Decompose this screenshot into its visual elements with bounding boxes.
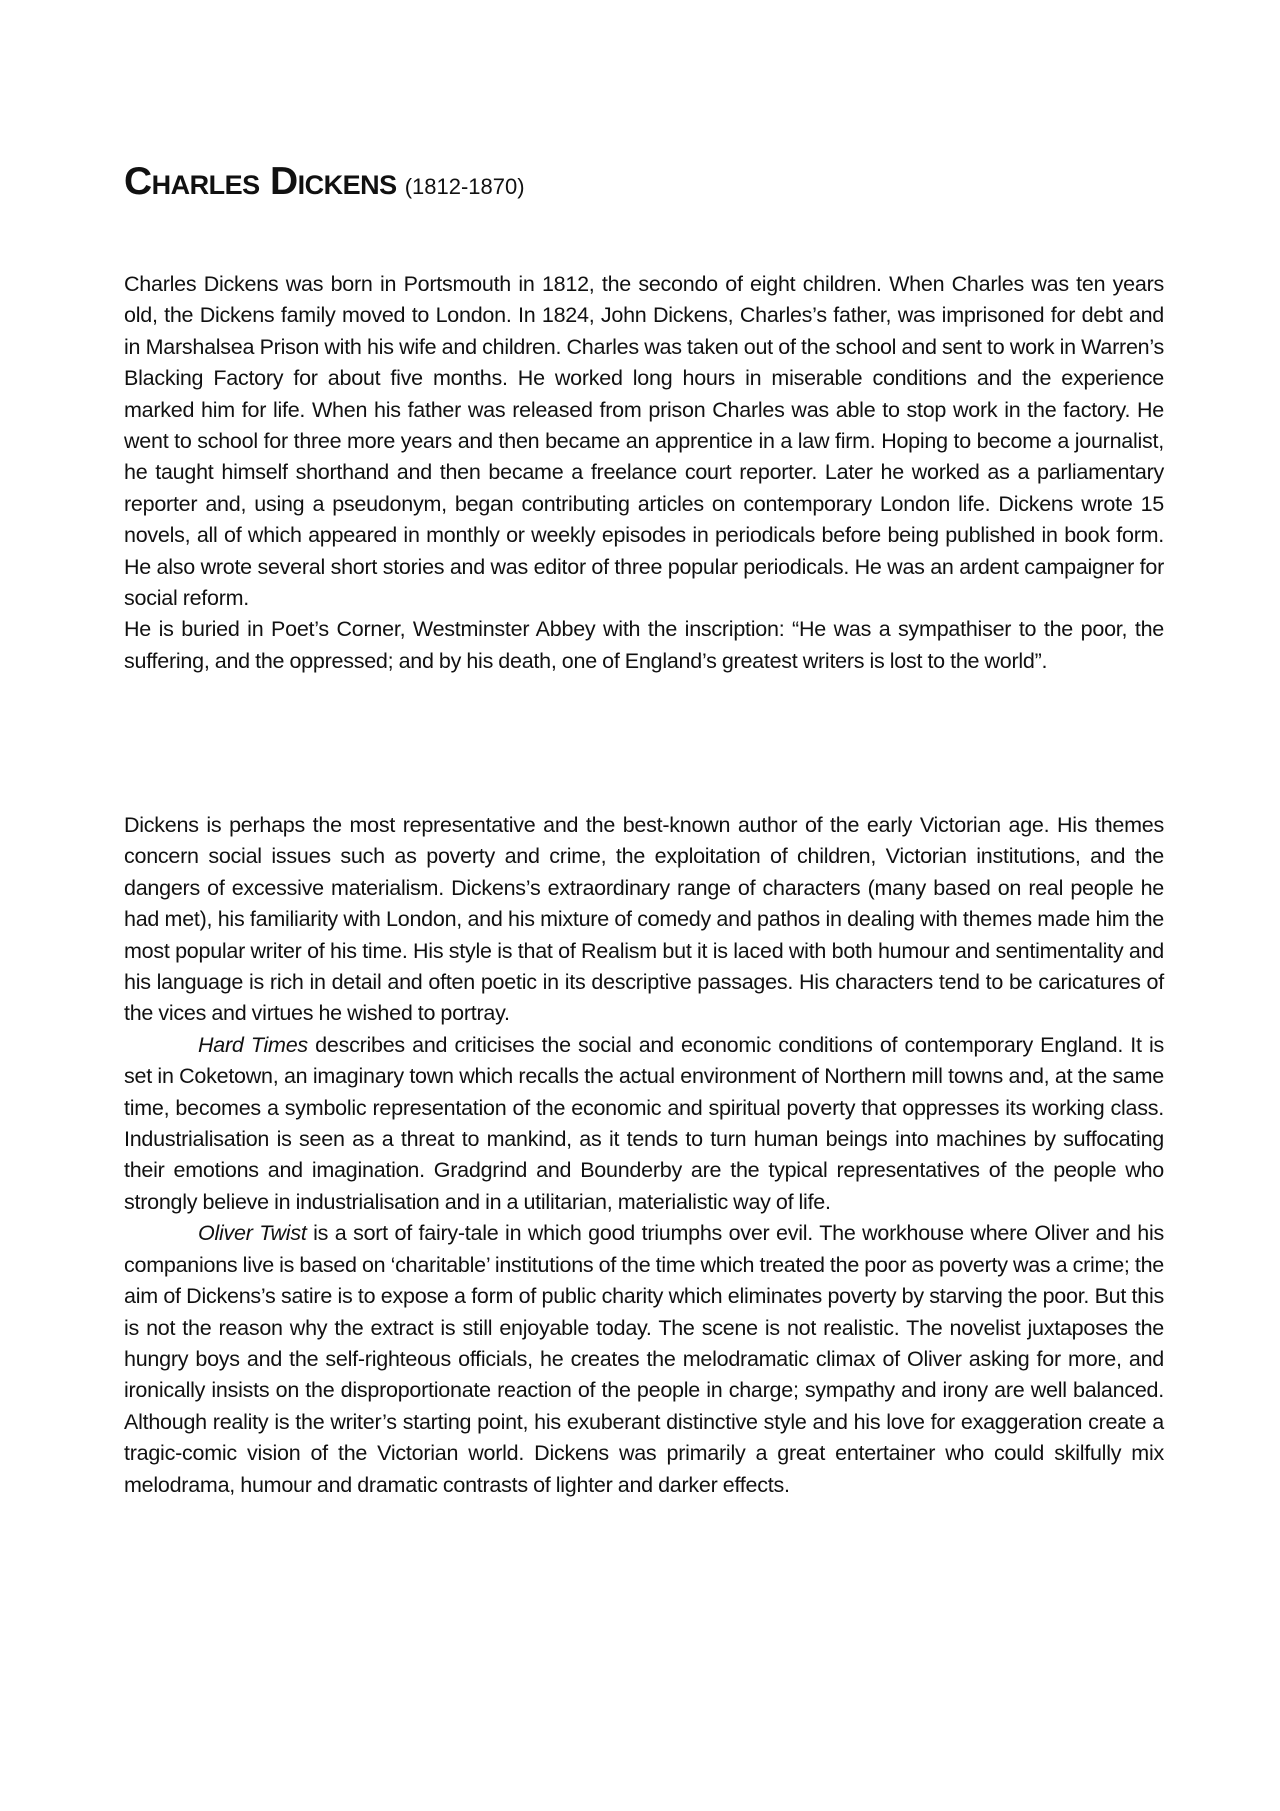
author-dates: (1812-1870) [404, 174, 525, 199]
oliver-twist-text: is a sort of fairy-tale in which good triumphs over evil. The workhouse where Oliver and his companions live is based on ‘charitable’ institutions of the time which treated the poor as poverty was a crime; the aim of Dickens’s satire is to expose a form of public charity which eliminates poverty by starving the poor. But this is not the reason why the extract is still enjoyable today. The scene is not realistic. The novelist juxtaposes the hungry boys and the self-righteous officials, he creates the melodramatic climax of Oliver asking for more, and ironically insists on the disproportionate reaction of the people in charge; sympathy and irony are well balanced. Although reality is the writer’s starting point, his exuberant distinctive style and his love for exaggeration create a tragic-comic vision of the Victorian world. Dickens was primarily a great entertainer who could skilfully mix melodrama, humour and dramatic contrasts of lighter and darker effects. [124, 1221, 1165, 1497]
biography-section [124, 269, 1164, 677]
hard-times-title: Hard Times [198, 1032, 308, 1057]
biography-paragraph: Charles Dickens was born in Portsmouth in 1812, the secondo of eight children. When Charles was ten years old, the Dickens family moved to London. In 1824, John Dickens, Charles’s father, was imprisoned for debt and in Marshalsea Prison with his wife and children. Charles was taken out of the school and sent to work in Warren’s Blacking Factory for about five months. He worked long hours in miserable conditions and the experience marked him for life. When his father was released from prison Charles was able to stop work in the factory. He went to school for three more years and then became an apprentice in a law firm. Hoping to become a journalist, he taught himself shorthand and then became a freelance court reporter. Later he worked as a parliamentary reporter and, using a pseudonym, began contributing articles on contemporary London life. Dickens wrote 15 novels, all of which appeared in monthly or weekly episodes in periodicals before being published in book form. He also wrote several short stories and was editor of three popular periodicals. He was an ardent campaigner for social reform. [124, 272, 1164, 611]
oliver-twist-paragraph [124, 1218, 1164, 1501]
page-title [124, 160, 525, 204]
hard-times-paragraph [124, 1030, 1164, 1218]
oliver-twist-title: Oliver Twist [198, 1221, 307, 1246]
intro-paragraph: Dickens is perhaps the most representative and the best-known author of the early Victorian age. His themes concern social issues such as poverty and crime, the exploitation of children, Victorian institutions, and the dangers of excessive materialism. Dickens’s extraordinary range of characters (many based on real people he had met), his familiarity with London, and his mixture of comedy and pathos in dealing with themes made him the most popular writer of his time. His style is that of Realism but it is laced with both humour and sentimentality and his language is rich in detail and often poetic in its descriptive passages. His characters tend to be caricatures of the vices and virtues he wished to portray. [124, 813, 1164, 1026]
inscription-paragraph: He is buried in Poet’s Corner, Westminster Abbey with the inscription: “He was a sympathiser to the poor, the suffering, and the oppressed; and by his death, one of England’s greatest writers is lost to the world”. [124, 617, 1164, 673]
analysis-section [124, 810, 1164, 1501]
hard-times-text: describes and criticises the social and economic conditions of contemporary England. It is set in Coketown, an imaginary town which recalls the actual environment of Northern mill towns and, at the same time, becomes a symbolic representation of the economic and spiritual poverty that oppresses its working class. Industrialisation is seen as a threat to mankind, as it tends to turn human beings into machines by suffocating their emotions and imagination. Gradgrind and Bounderby are the typical representatives of the people who strongly believe in industrialisation and in a utilitarian, materialistic way of life. [124, 1032, 1164, 1214]
author-name: Charles Dickens [124, 160, 397, 203]
